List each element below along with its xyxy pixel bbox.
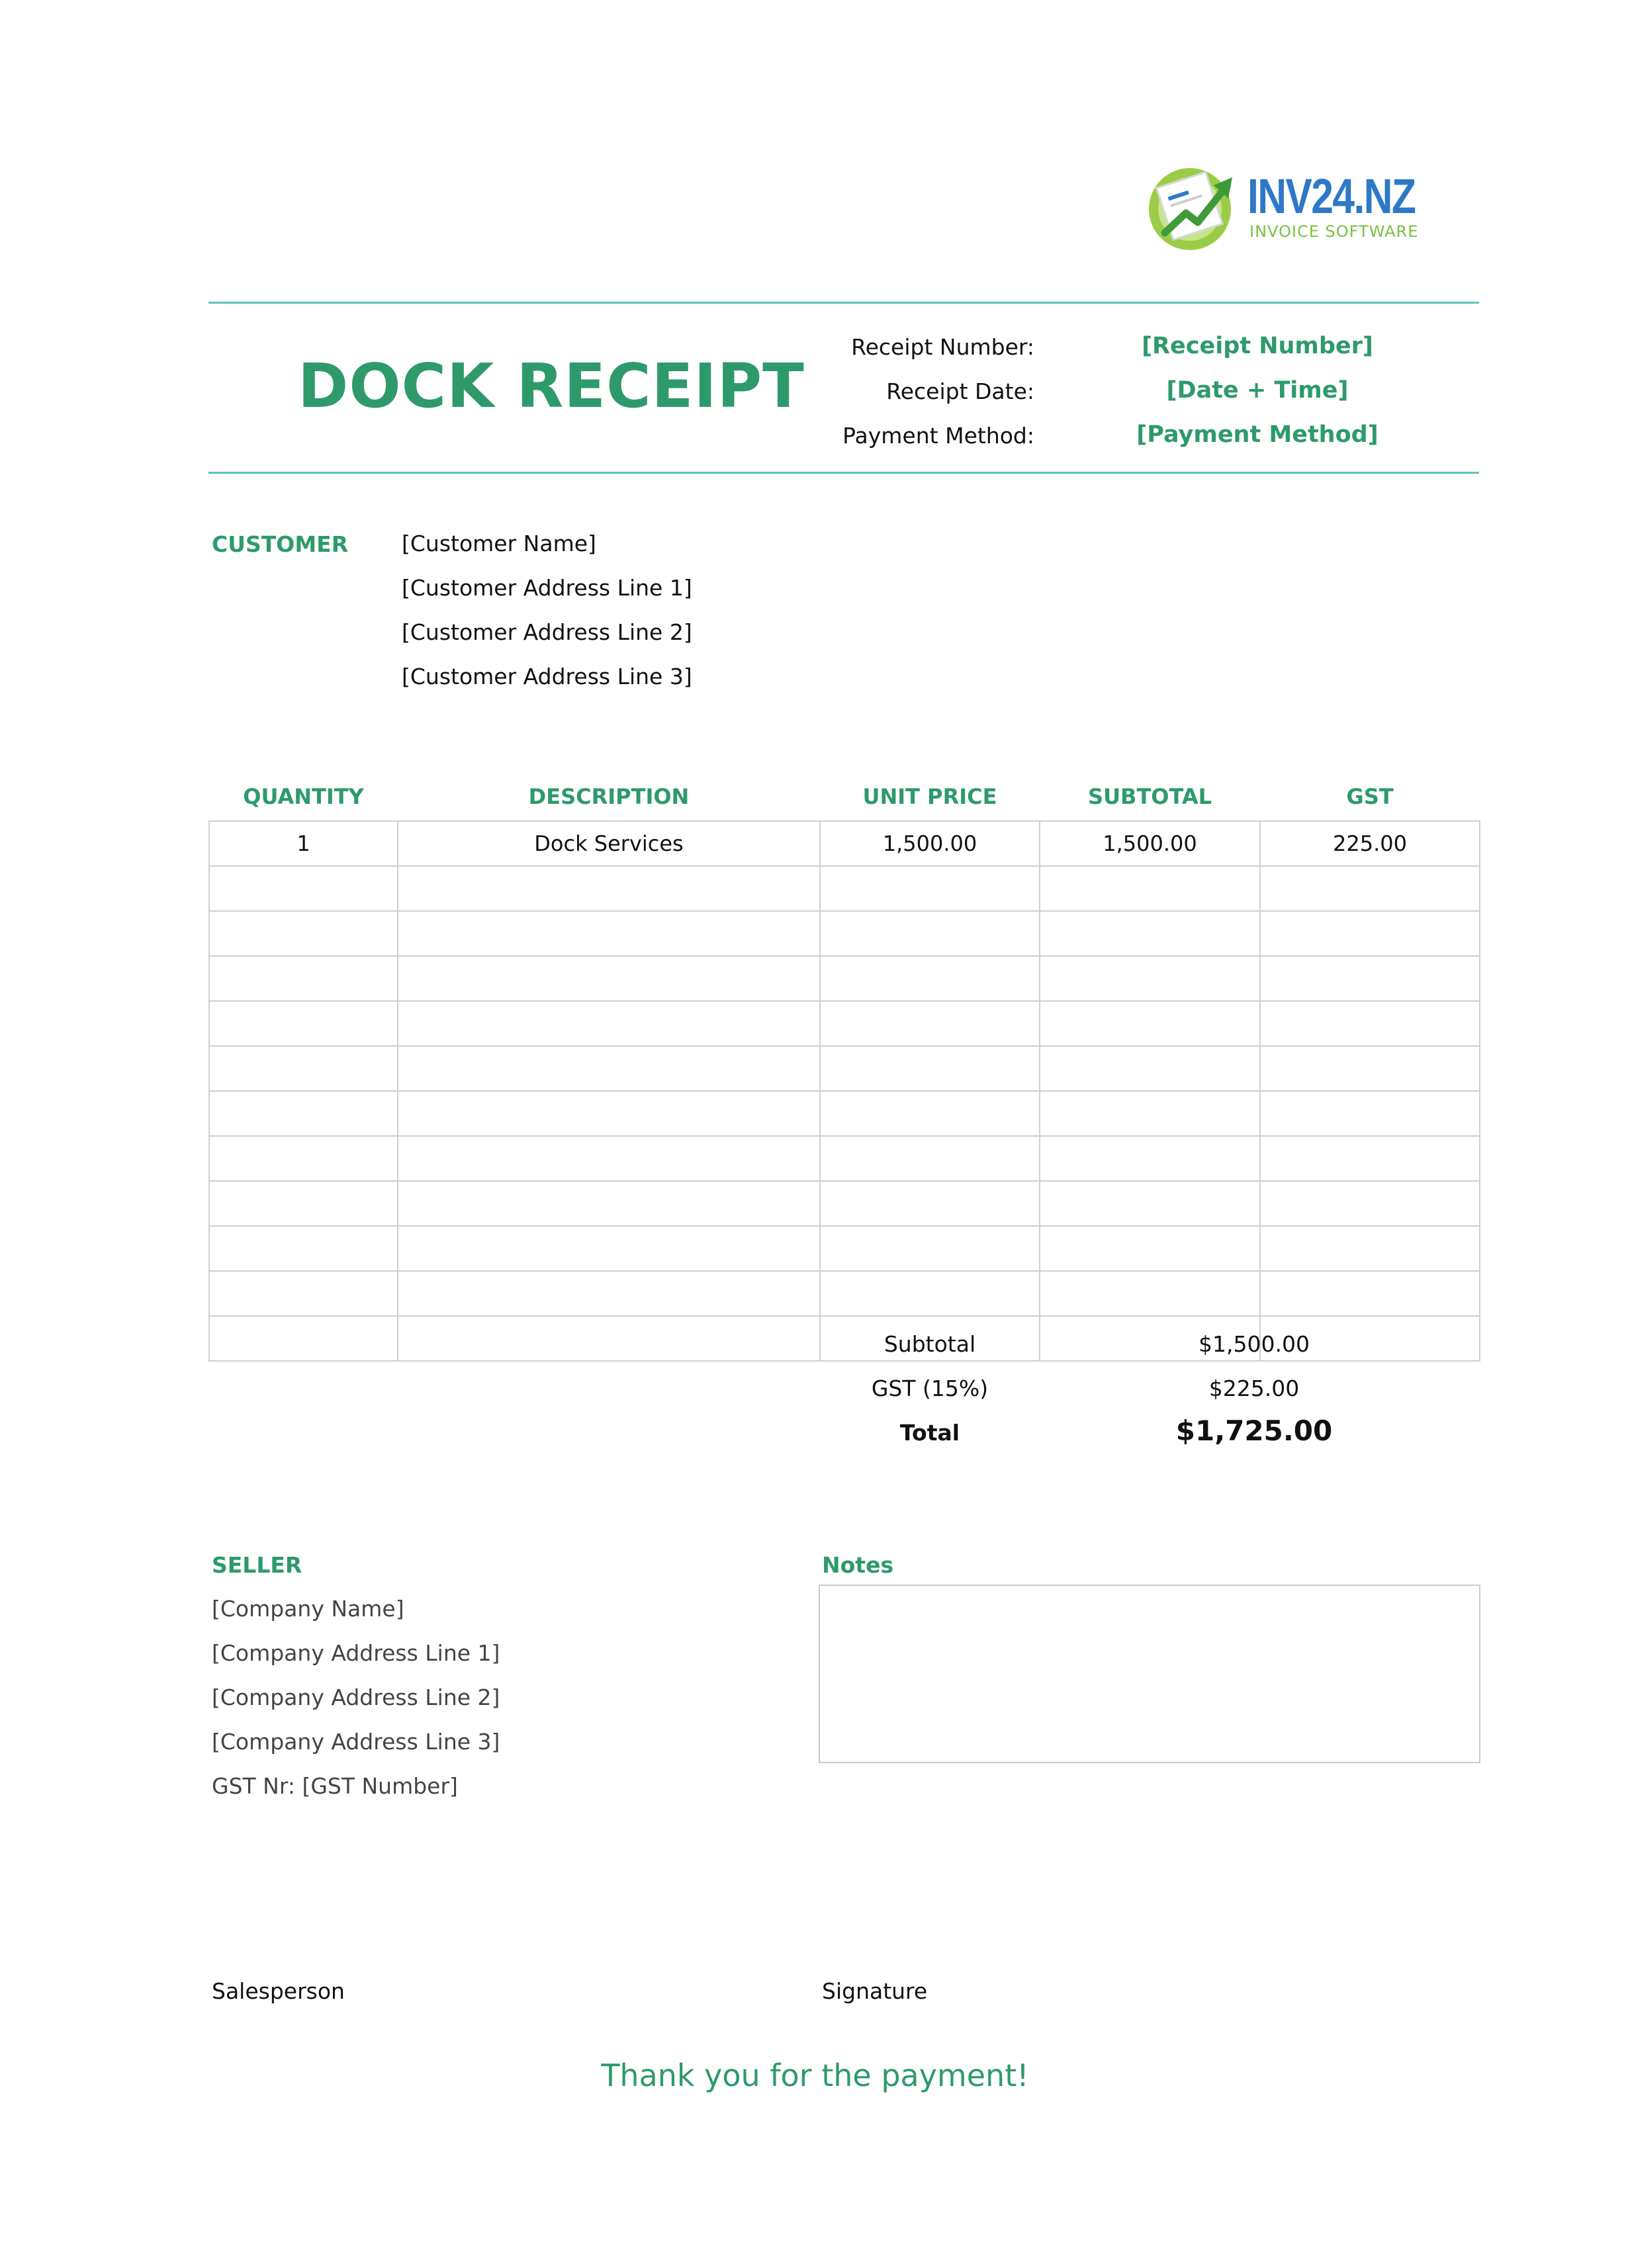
- cell-description: [398, 911, 820, 956]
- cell-unit-price: [820, 1136, 1040, 1181]
- signature-label: Signature: [822, 1978, 928, 2004]
- cell-description: Dock Services: [398, 821, 820, 866]
- document-title: DOCK RECEIPT: [298, 351, 805, 421]
- cell-gst: [1260, 911, 1480, 956]
- header-top-rule: [208, 302, 1479, 304]
- table-row: [209, 1046, 1480, 1091]
- subtotal-value: $1,500.00: [1199, 1331, 1310, 1357]
- salesperson-label: Salesperson: [212, 1978, 345, 2004]
- receipt-date-label: Receipt Date:: [886, 378, 1034, 404]
- total-label: Total: [899, 1420, 960, 1446]
- table-row: [209, 866, 1480, 911]
- cell-quantity: 1: [209, 821, 398, 866]
- notes-box[interactable]: [819, 1585, 1480, 1763]
- cell-gst: [1260, 1271, 1480, 1316]
- cell-subtotal: [1040, 1046, 1260, 1091]
- cell-description: [398, 1046, 820, 1091]
- payment-method-label: Payment Method:: [842, 423, 1034, 449]
- table-row: [209, 1226, 1480, 1271]
- seller-label: SELLER: [212, 1552, 302, 1578]
- table-header-row: [209, 784, 1480, 821]
- cell-unit-price: [820, 866, 1040, 911]
- column-header-unit-price: UNIT PRICE: [820, 784, 1040, 821]
- header-bottom-rule: [208, 472, 1479, 474]
- cell-subtotal: [1040, 1271, 1260, 1316]
- cell-gst: 225.00: [1260, 821, 1480, 866]
- cell-description: [398, 1316, 820, 1361]
- cell-quantity: [209, 956, 398, 1001]
- cell-unit-price: [820, 1181, 1040, 1226]
- cell-subtotal: [1040, 1001, 1260, 1046]
- cell-description: [398, 1136, 820, 1181]
- seller-address-line-2: [Company Address Line 2]: [212, 1684, 500, 1710]
- receipt-number-label: Receipt Number:: [851, 334, 1034, 360]
- seller-gst-number: GST Nr: [GST Number]: [212, 1773, 458, 1799]
- cell-unit-price: [820, 911, 1040, 956]
- cell-subtotal: [1040, 956, 1260, 1001]
- cell-gst: [1260, 1001, 1480, 1046]
- receipt-date-value: [Date + Time]: [1166, 377, 1349, 404]
- logo-emblem-icon: [1145, 159, 1244, 258]
- cell-quantity: [209, 1181, 398, 1226]
- cell-quantity: [209, 1046, 398, 1091]
- cell-unit-price: [820, 1046, 1040, 1091]
- cell-gst: [1260, 1181, 1480, 1226]
- seller-address-line-3: [Company Address Line 3]: [212, 1729, 500, 1755]
- payment-method-value: [Payment Method]: [1136, 421, 1379, 448]
- cell-quantity: [209, 866, 398, 911]
- cell-quantity: [209, 1001, 398, 1046]
- cell-description: [398, 866, 820, 911]
- logo-brand-text: INV24.NZ: [1247, 169, 1416, 224]
- cell-subtotal: [1040, 1136, 1260, 1181]
- subtotal-label: Subtotal: [883, 1331, 976, 1357]
- cell-gst: [1260, 1226, 1480, 1271]
- table-row: [209, 1091, 1480, 1136]
- cell-unit-price: [820, 1226, 1040, 1271]
- table-row: [209, 911, 1480, 956]
- cell-unit-price: [820, 956, 1040, 1001]
- table-row: [209, 1181, 1480, 1226]
- cell-description: [398, 1181, 820, 1226]
- logo-tagline: INVOICE SOFTWARE: [1249, 222, 1419, 241]
- table-row: [209, 1136, 1480, 1181]
- customer-address-line-1: [Customer Address Line 1]: [402, 575, 692, 601]
- notes-label: Notes: [822, 1552, 894, 1578]
- cell-gst: [1260, 956, 1480, 1001]
- cell-description: [398, 1001, 820, 1046]
- column-header-description: DESCRIPTION: [398, 784, 820, 821]
- table-row: [209, 1001, 1480, 1046]
- cell-description: [398, 956, 820, 1001]
- table-row: [209, 821, 1480, 866]
- company-logo: [1145, 159, 1429, 258]
- cell-subtotal: [1040, 1181, 1260, 1226]
- cell-quantity: [209, 1091, 398, 1136]
- customer-label: CUSTOMER: [212, 531, 349, 557]
- column-header-quantity: QUANTITY: [209, 784, 398, 821]
- cell-gst: [1260, 1136, 1480, 1181]
- cell-quantity: [209, 1226, 398, 1271]
- cell-description: [398, 1271, 820, 1316]
- gst-value: $225.00: [1208, 1375, 1300, 1401]
- cell-subtotal: [1040, 1226, 1260, 1271]
- cell-subtotal: 1,500.00: [1040, 821, 1260, 866]
- cell-gst: [1260, 1046, 1480, 1091]
- cell-quantity: [209, 1316, 398, 1361]
- cell-quantity: [209, 911, 398, 956]
- cell-subtotal: [1040, 911, 1260, 956]
- cell-quantity: [209, 1271, 398, 1316]
- cell-description: [398, 1091, 820, 1136]
- customer-address-line-2: [Customer Address Line 2]: [402, 619, 692, 645]
- seller-company-name: [Company Name]: [212, 1596, 404, 1622]
- cell-gst: [1260, 1091, 1480, 1136]
- cell-unit-price: [820, 1271, 1040, 1316]
- total-value: $1,725.00: [1175, 1415, 1333, 1447]
- cell-gst: [1260, 866, 1480, 911]
- column-header-subtotal: SUBTOTAL: [1040, 784, 1260, 821]
- column-header-gst: GST: [1260, 784, 1480, 821]
- seller-address-line-1: [Company Address Line 1]: [212, 1640, 500, 1666]
- cell-unit-price: [820, 1091, 1040, 1136]
- gst-label: GST (15%): [871, 1375, 989, 1401]
- thank-you-message: Thank you for the payment!: [601, 2058, 1029, 2093]
- customer-address-line-3: [Customer Address Line 3]: [402, 664, 692, 689]
- table-row: [209, 1271, 1480, 1316]
- items-table-body: [209, 821, 1480, 1361]
- cell-unit-price: [820, 1001, 1040, 1046]
- cell-quantity: [209, 1136, 398, 1181]
- cell-subtotal: [1040, 866, 1260, 911]
- table-row: [209, 956, 1480, 1001]
- cell-description: [398, 1226, 820, 1271]
- items-table: [208, 784, 1480, 1362]
- cell-subtotal: [1040, 1091, 1260, 1136]
- cell-unit-price: 1,500.00: [820, 821, 1040, 866]
- customer-name: [Customer Name]: [402, 531, 596, 556]
- receipt-number-value: [Receipt Number]: [1142, 333, 1373, 359]
